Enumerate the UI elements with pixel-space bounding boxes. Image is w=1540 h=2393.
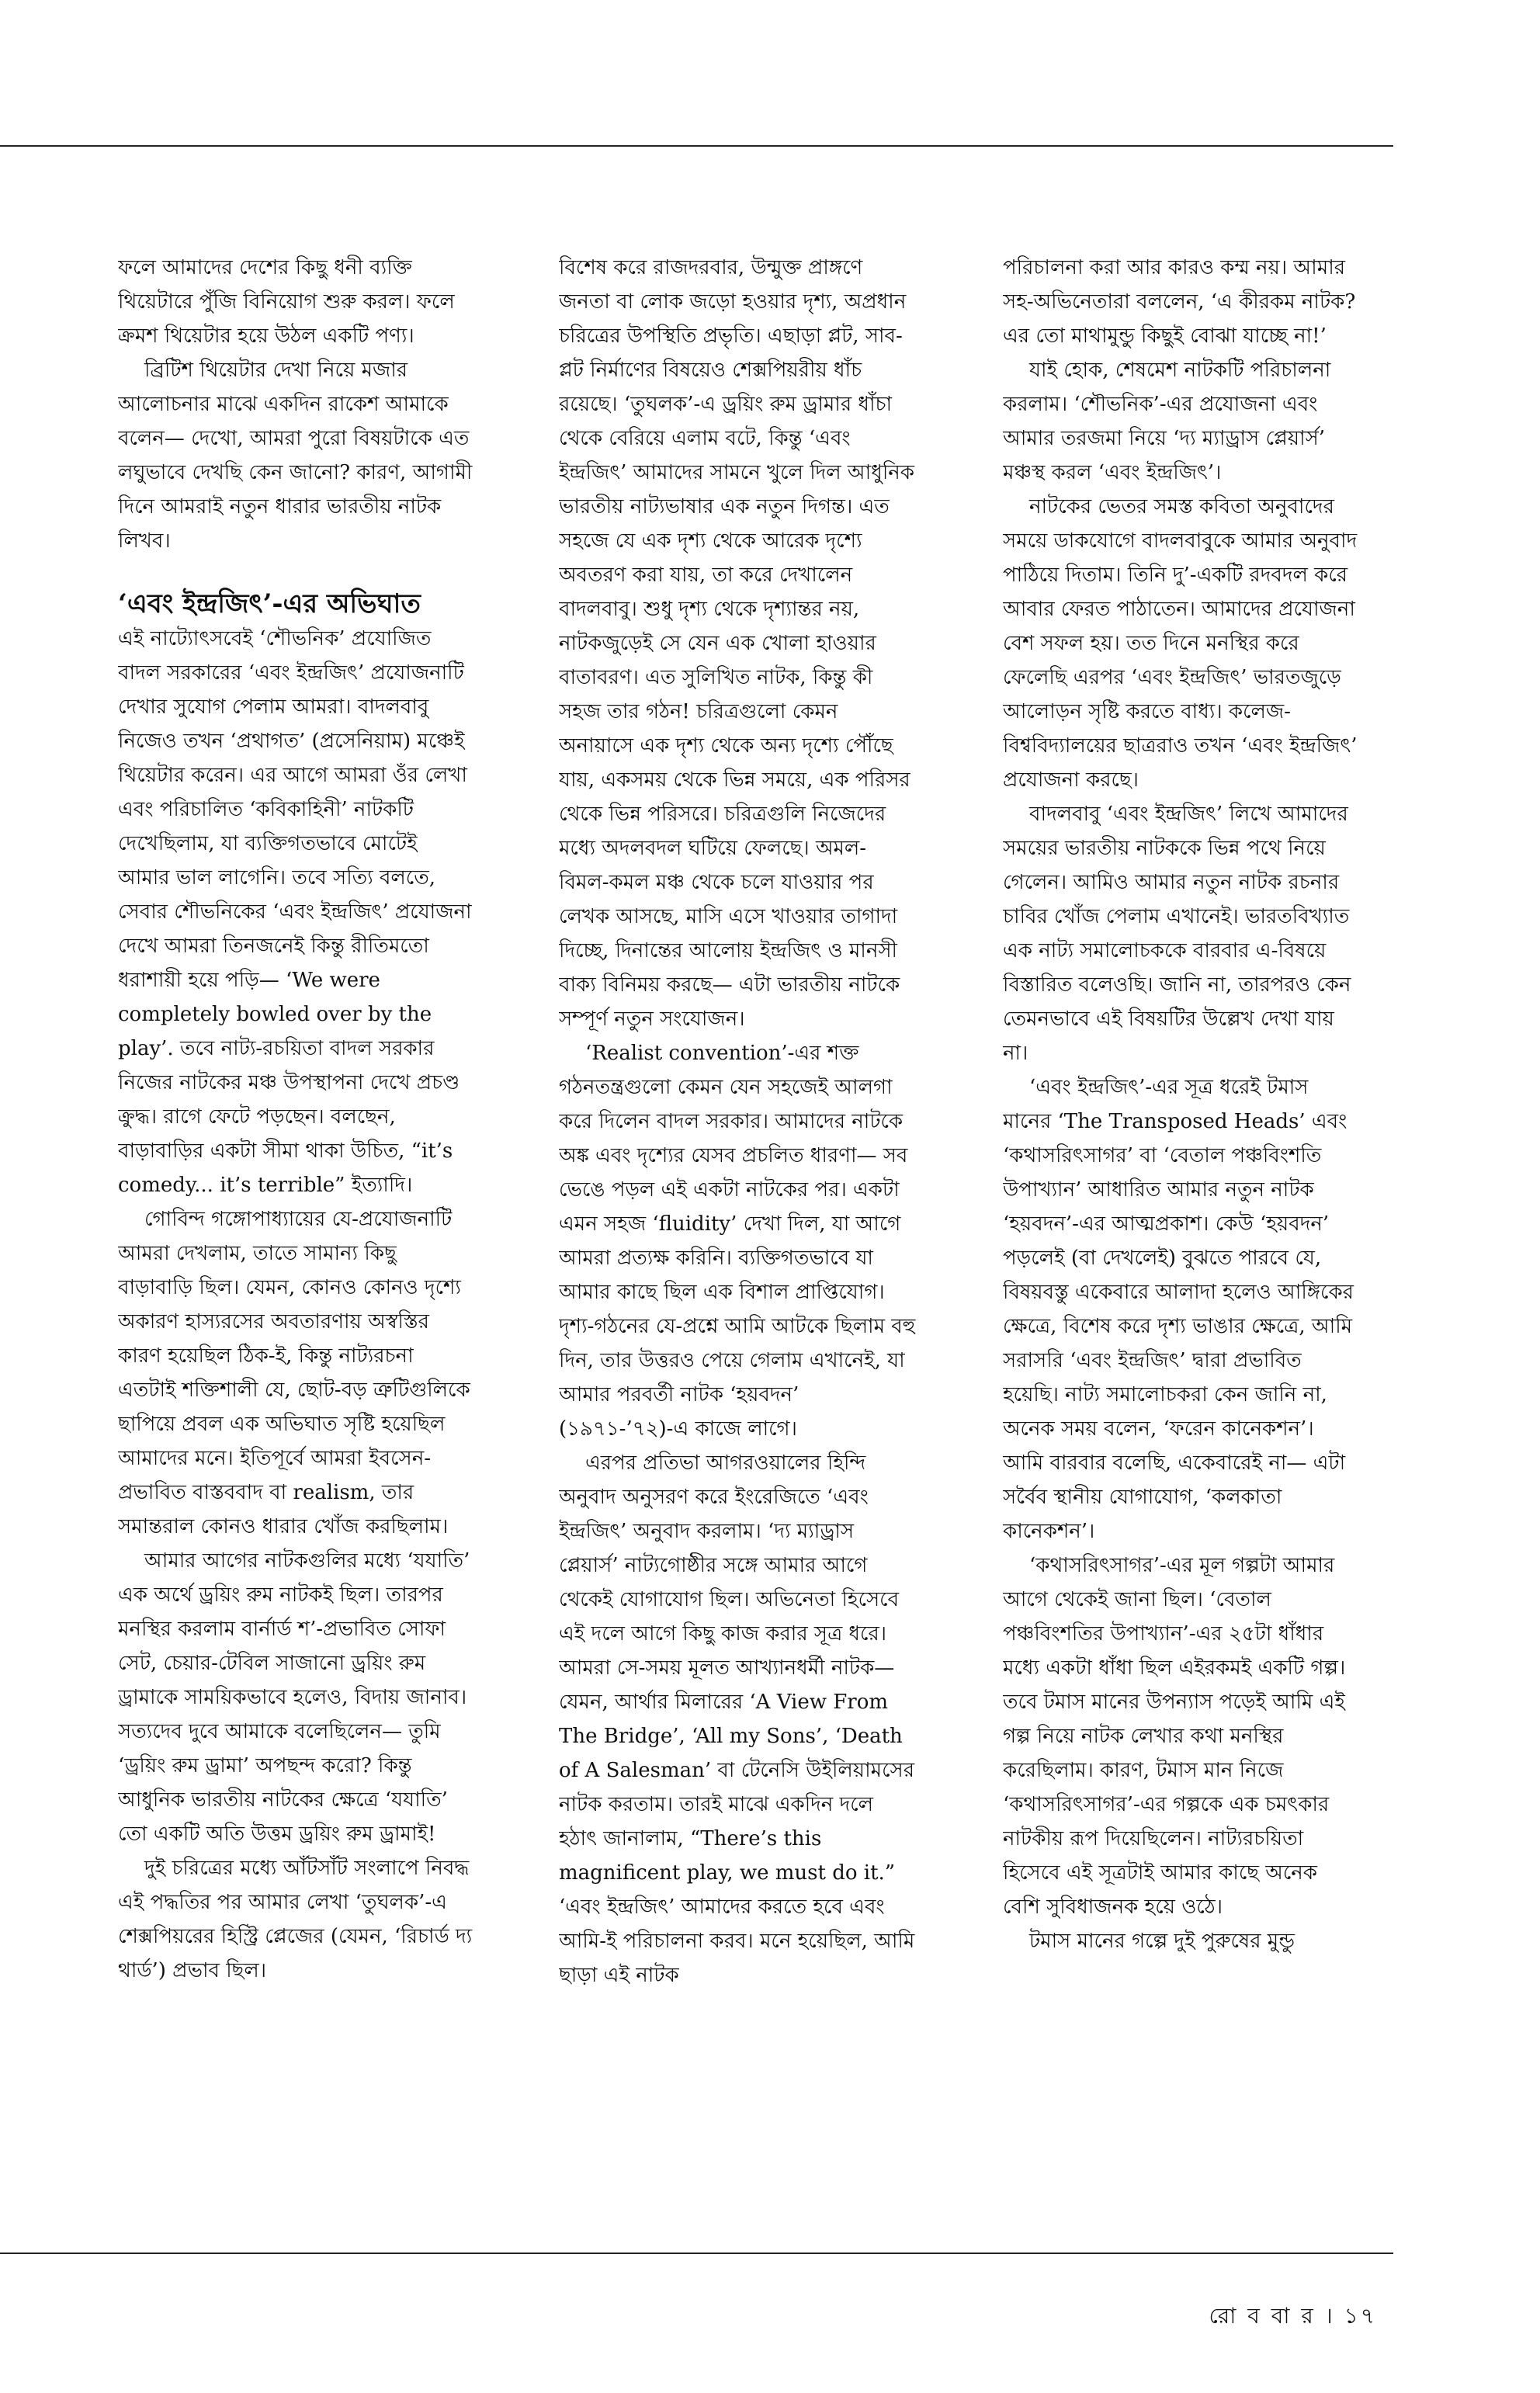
paragraph: ব্রিটিশ থিয়েটার দেখা নিয়ে মজার আলোচনার মাঝে একদিন রাকেশ আমাকে বলেন— দেখো, আমরা পুরো বিষয়টাকে এত লঘুভাবে দেখছি কেন জানো? কারণ, আগামী দিনে আমরাই নতুন ধারার ভারতীয় নাটক লিখব। bbox=[118, 359, 473, 553]
paragraph: গোবিন্দ গঙ্গোপাধ্যায়ের যে-প্রযোজনাটি আমরা দেখলাম, তাতে সামান্য কিছু বাড়াবাড়ি ছিল। যেমন, কোনও কোনও দৃশ্যে অকারণ হাস্যরসের অবতারণায় অস্বস্তির কারণ হয়েছিল ঠিক-ই, কিন্তু নাট্যরচনা এতটাই শক্তিশালী যে, ছোট-বড় ত্রুটিগুলিকে ছাপিয়ে প্রবল এক অভিঘাত সৃষ্টি হয়েছিল আমাদের মনে। ইতিপূর্বে আমরা ইবসেন-প্রভাবিত বাস্তববাদ বা realism, তার সমান্তরাল কোনও ধারার খোঁজ করছিলাম। bbox=[118, 1208, 470, 1538]
footer-rule bbox=[0, 2253, 1393, 2254]
magazine-name: রো ব বা র bbox=[1209, 2303, 1316, 2329]
article-body bbox=[118, 251, 1393, 2238]
article-column-2 bbox=[559, 251, 916, 2238]
paragraph: দুই চরিত্রের মধ্যে আঁটসাঁট সংলাপে নিবদ্ধ এই পদ্ধতির পর আমার লেখা ‘তুঘলক’-এ শেক্সপিয়রের হিস্ট্রি প্লেজের (যেমন, ‘রিচার্ড দ্য থার্ড’) প্রভাব ছিল। bbox=[118, 1857, 473, 1982]
paragraph: পরিচালনা করা আর কারও কম্ম নয়। আমার সহ-অভিনেতারা বললেন, ‘এ কীরকম নাটক? এর তো মাথামুন্ডু কিছুই বোঝা যাচ্ছে না!’ bbox=[1003, 256, 1356, 348]
paragraph: ‘কথাসরিৎসাগর’-এর মূল গল্পটা আমার আগে থেকেই জানা ছিল। ‘বেতাল পঞ্চবিংশতির উপাখ্যান’-এর ২৫টা ধাঁধার মধ্যে একটা ধাঁধা ছিল এইরকমই একটি গল্প। তবে টমাস মানের উপন্যাস পড়েই আমি এই গল্প নিয়ে নাটক লেখার কথা মনস্থির করেছিলাম। কারণ, টমাস মান নিজে ‘কথাসরিৎসাগর’-এর গল্পকে এক চমৎকার নাটকীয় রূপ দিয়েছিলেন। নাট্যরচয়িতা হিসেবে এই সূত্রটাই আমার কাছে অনেক বেশি সুবিধাজনক হয়ে ওঠে। bbox=[1003, 1554, 1346, 1919]
paragraph: যাই হোক, শেষমেশ নাটকটি পরিচালনা করলাম। ‘শৌভনিক’-এর প্রযোজনা এবং আমার তরজমা নিয়ে ‘দ্য ম্যাড্রাস প্লেয়ার্স’ মঞ্চস্থ করল ‘এবং ইন্দ্রজিৎ’। bbox=[1003, 359, 1331, 484]
paragraph: ফলে আমাদের দেশের কিছু ধনী ব্যক্তি থিয়েটারে পুঁজি বিনিয়োগ শুরু করল। ফলে ক্রমশ থিয়েটার হয়ে উঠল একটি পণ্য। bbox=[118, 256, 455, 348]
paragraph: এরপর প্রতিভা আগরওয়ালের হিন্দি অনুবাদ অনুসরণ করে ইংরেজিতে ‘এবং ইন্দ্রজিৎ’ অনুবাদ করলাম। ‘দ্য ম্যাড্রাস প্লেয়ার্স’ নাট্যগোষ্ঠীর সঙ্গে আমার আগে থেকেই যোগাযোগ ছিল। অভিনেতা হিসেবে এই দলে আগে কিছু কাজ করার সূত্র ধরে। আমরা সে-সময় মূলত আখ্যানধর্মী নাটক— যেমন, আর্থার মিলারের ‘A View From The Bridge’, ‘All my Sons’, ‘Death of A Salesman’ বা টেনেসি উইলিয়ামসের নাটক করতাম। তারই মাঝে একদিন দলে হঠাৎ জানালাম, “There’s this magnificent play, we must do it.” ‘এবং ইন্দ্রজিৎ’ আমাদের করতে হবে এবং আমি-ই পরিচালনা করব। মনে হয়েছিল, আমি ছাড়া এই নাটক bbox=[559, 1451, 915, 1987]
article-column-1 bbox=[118, 251, 475, 2238]
page-footer bbox=[1209, 2299, 1377, 2336]
paragraph: টমাস মানের গল্পে দুই পুরুষের মুন্ডু bbox=[1029, 1930, 1295, 1953]
header-rule bbox=[0, 145, 1393, 147]
section-heading: ‘এবং ইন্দ্রজিৎ’-এর অভিঘাত bbox=[118, 588, 421, 619]
page-number: ১৭ bbox=[1344, 2303, 1377, 2329]
paragraph: আমার আগের নাটকগুলির মধ্যে ‘যযাতি’ এক অর্থে ড্রয়িং রুম নাটকই ছিল। তারপর মনস্থির করলাম বার্নার্ড শ’-প্রভাবিত সোফা সেট, চেয়ার-টেবিল সাজানো ড্রয়িং রুম ড্রামাকে সাময়িকভাবে হলেও, বিদায় জানাব। সত্যদেব দুবে আমাকে বলেছিলেন— তুমি ‘ড্রয়িং রুম ড্রামা’ অপছন্দ করো? কিন্তু আধুনিক ভারতীয় নাটকের ক্ষেত্রে ‘যযাতি’ তো একটি অতি উত্তম ড্রয়িং রুম ড্রামাই! bbox=[118, 1549, 470, 1846]
paragraph: ‘Realist convention’-এর শক্ত গঠনতন্ত্রগুলো কেমন যেন সহজেই আলগা করে দিলেন বাদল সরকার। আমাদের নাটকে অঙ্ক এবং দৃশ্যের যেসব প্রচলিত ধারণা— সব ভেঙে পড়ল এই একটা নাটকের পর। একটা এমন সহজ ‘fluidity’ দেখা দিল, যা আগে আমরা প্রত্যক্ষ করিনি। ব্যক্তিগতভাবে যা আমার কাছে ছিল এক বিশাল প্রাপ্তিযোগ। দৃশ্য-গঠনের যে-প্রশ্নে আমি আটকে ছিলাম বহু দিন, তার উত্তরও পেয়ে গেলাম এখানেই, যা আমার পরবর্তী নাটক ‘হয়বদন’ (১৯৭১-’৭২)-এ কাজে লাগে। bbox=[559, 1042, 916, 1441]
paragraph: বিশেষ করে রাজদরবার, উন্মুক্ত প্রাঙ্গণে জনতা বা লোক জড়ো হওয়ার দৃশ্য, অপ্রধান চরিত্রের উপস্থিতি প্রভৃতি। এছাড়া প্লট, সাব-প্লট নির্মাণের বিষয়েও শেক্সপিয়রীয় ধাঁচ রয়েছে। ‘তুঘলক’-এ ড্রয়িং রুম ড্রামার ধাঁচা থেকে বেরিয়ে এলাম বটে, কিন্তু ‘এবং ইন্দ্রজিৎ’ আমাদের সামনে খুলে দিল আধুনিক ভারতীয় নাট্যভাষার এক নতুন দিগন্ত। এত সহজে যে এক দৃশ্য থেকে আরেক দৃশ্যে অবতরণ করা যায়, তা করে দেখালেন বাদলবাবু। শুধু দৃশ্য থেকে দৃশ্যান্তর নয়, নাটকজুড়েই সে যেন এক খোলা হাওয়ার বাতাবরণ। এত সুলিখিত নাটক, কিন্তু কী সহজ তার গঠন! চরিত্রগুলো কেমন অনায়াসে এক দৃশ্য থেকে অন্য দৃশ্যে পৌঁছে যায়, একসময় থেকে ভিন্ন সময়ে, এক পরিসর থেকে ভিন্ন পরিসরে। চরিত্রগুলি নিজেদের মধ্যে অদলবদল ঘটিয়ে ফেলছে। অমল-বিমল-কমল মঞ্চ থেকে চলে যাওয়ার পর লেখক আসছে, মাসি এসে খাওয়ার তাগাদা দিচ্ছে, দিনান্তের আলোয় ইন্দ্রজিৎ ও মানসী বাক্য বিনিময় করছে— এটা ভারতীয় নাটকে সম্পূর্ণ নতুন সংযোজন। bbox=[559, 256, 914, 1031]
paragraph: বাদলবাবু ‘এবং ইন্দ্রজিৎ’ লিখে আমাদের সময়ের ভারতীয় নাটককে ভিন্ন পথে নিয়ে গেলেন। আমিও আমার নতুন নাটক রচনার চাবির খোঁজ পেলাম এখানেই। ভারতবিখ্যাত এক নাট্য সমালোচককে বারবার এ-বিষয়ে বিস্তারিত বলেওছি। জানি না, তারপরও কেন তেমনভাবে এই বিষয়টির উল্লেখ দেখা যায় না। bbox=[1003, 803, 1351, 1065]
paragraph: এই নাট্যোৎসবেই ‘শৌভনিক’ প্রযোজিত বাদল সরকারের ‘এবং ইন্দ্রজিৎ’ প্রযোজনাটি দেখার সুযোগ পেলাম আমরা। বাদলবাবু নিজেও তখন ‘প্রথাগত’ (প্রসেনিয়াম) মঞ্চেই থিয়েটার করেন। এর আগে আমরা ওঁর লেখা এবং পরিচালিত ‘কবিকাহিনী’ নাটকটি দেখেছিলাম, যা ব্যক্তিগতভাবে মোটেই আমার ভাল লাগেনি। তবে সত্যি বলতে, সেবার শৌভনিকের ‘এবং ইন্দ্রজিৎ’ প্রযোজনা দেখে আমরা তিনজনেই কিন্তু রীতিমতো ধরাশায়ী হয়ে পড়ি— ‘We were completely bowled over by the play’. তবে নাট্য-রচয়িতা বাদল সরকার নিজের নাটকের মঞ্চ উপস্থাপনা দেখে প্রচণ্ড ক্রুদ্ধ। রাগে ফেটে পড়ছেন। বলছেন, বাড়াবাড়ির একটা সীমা থাকা উচিত, “it’s comedy... it’s terrible” ইত্যাদি। bbox=[118, 627, 472, 1197]
paragraph: ‘এবং ইন্দ্রজিৎ’-এর সূত্র ধরেই টমাস মানের ‘The Transposed Heads’ এবং ‘কথাসরিৎসাগর’ বা ‘বেতাল পঞ্চবিংশতি উপাখ্যান’ আধারিত আমার নতুন নাটক ‘হয়বদন’-এর আত্মপ্রকাশ। কেউ ‘হয়বদন’ পড়লেই (বা দেখলেই) বুঝতে পারবে যে, বিষয়বস্তু একেবারে আলাদা হলেও আঙ্গিকের ক্ষেত্রে, বিশেষ করে দৃশ্য ভাঙার ক্ষেত্রে, আমি সরাসরি ‘এবং ইন্দ্রজিৎ’ দ্বারা প্রভাবিত হয়েছি। নাট্য সমালোচকরা কেন জানি না, অনেক সময় বলেন, ‘ফরেন কানেকশন’। আমি বারবার বলেছি, একেবারেই না— এটা সর্বৈব স্থানীয় যোগাযোগ, ‘কলকাতা কানেকশন’। bbox=[1003, 1076, 1354, 1543]
article-column-3 bbox=[1003, 251, 1360, 2238]
paragraph: নাটকের ভেতর সমস্ত কবিতা অনুবাদের সময়ে ডাকযোগে বাদলবাবুকে আমার অনুবাদ পাঠিয়ে দিতাম। তিনি দু’-একটি রদবদল করে আবার ফেরত পাঠাতেন। আমাদের প্রযোজনা বেশ সফল হয়। তত দিনে মনস্থির করে ফেলেছি এরপর ‘এবং ইন্দ্রজিৎ’ ভারতজুড়ে আলোড়ন সৃষ্টি করতে বাধ্য। কলেজ-বিশ্ববিদ্যালয়ের ছাত্ররাও তখন ‘এবং ইন্দ্রজিৎ’ প্রযোজনা করছে। bbox=[1003, 495, 1358, 792]
footer-separator: । bbox=[1324, 2303, 1335, 2329]
